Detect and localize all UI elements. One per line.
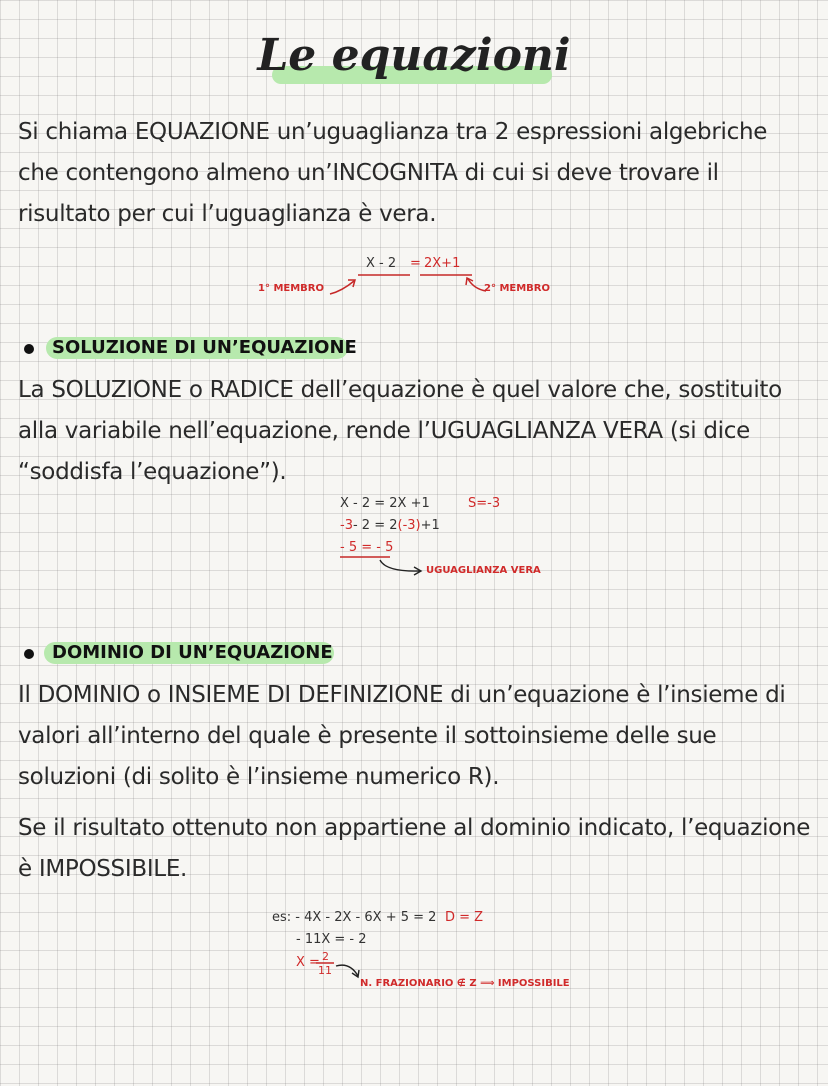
- true-equality-label: UGUAGLIANZA VERA: [426, 565, 541, 576]
- impossible-note: N. FRAZIONARIO ∉ Z ⟹ IMPOSSIBILE: [360, 978, 570, 989]
- impossible-paragraph: Se il risultato ottenuto non appartiene al dominio indicato, l’equazione è IMPOSSIBILE.: [18, 815, 811, 882]
- first-member-arrow: [330, 281, 354, 294]
- solution-value: S=-3: [468, 496, 501, 511]
- domain-example-domain: D = Z: [445, 910, 484, 925]
- true-equality-arrow: [380, 560, 420, 571]
- domain-example-x: X =: [296, 955, 320, 970]
- intro-paragraph: Si chiama EQUAZIONE un’uguaglianza tra 2 espressioni algebriche che contengono almeno un’INCOGNITA di cui si deve trovare il risultato per cui l’uguaglianza è vera.: [18, 119, 768, 227]
- domain-example-line1: es: - 4X - 2X - 6X + 5 = 2: [272, 910, 437, 925]
- fraction-denominator: 11: [318, 964, 332, 977]
- solution-paragraph: La SOLUZIONE o RADICE dell’equazione è quel valore che, sostituito alla variabile nell’equazione, rende l’UGUAGLIANZA VERA (si dice “soddisfa l’equazione”).: [18, 377, 782, 485]
- first-member-label: 1° MEMBRO: [258, 283, 324, 294]
- solution-example-line2: -3- 2 = 2(-3)+1: [340, 518, 440, 533]
- example1-right-member: 2X+1: [424, 256, 461, 271]
- second-member-arrow: [468, 279, 486, 291]
- solution-example-line3: - 5 = - 5: [340, 540, 394, 555]
- second-member-label: 2° MEMBRO: [484, 283, 550, 294]
- section-heading-domain: DOMINIO DI UN’EQUAZIONE: [52, 642, 333, 663]
- example1-left-member: X - 2: [366, 256, 397, 271]
- page-title: Le equazioni: [257, 30, 571, 81]
- fraction-numerator: 2: [322, 950, 329, 963]
- solution-example-line1: X - 2 = 2X +1: [340, 496, 430, 511]
- example1-equals: =: [410, 256, 421, 271]
- domain-example-line2: - 11X = - 2: [296, 932, 367, 947]
- domain-paragraph: Il DOMINIO o INSIEME DI DEFINIZIONE di un’equazione è l’insieme di valori all’interno del quale è presente il sottoinsieme delle sue soluzioni (di solito è l’insieme numerico R).: [18, 682, 786, 790]
- section-heading-solution: SOLUZIONE DI UN’EQUAZIONE: [52, 337, 357, 358]
